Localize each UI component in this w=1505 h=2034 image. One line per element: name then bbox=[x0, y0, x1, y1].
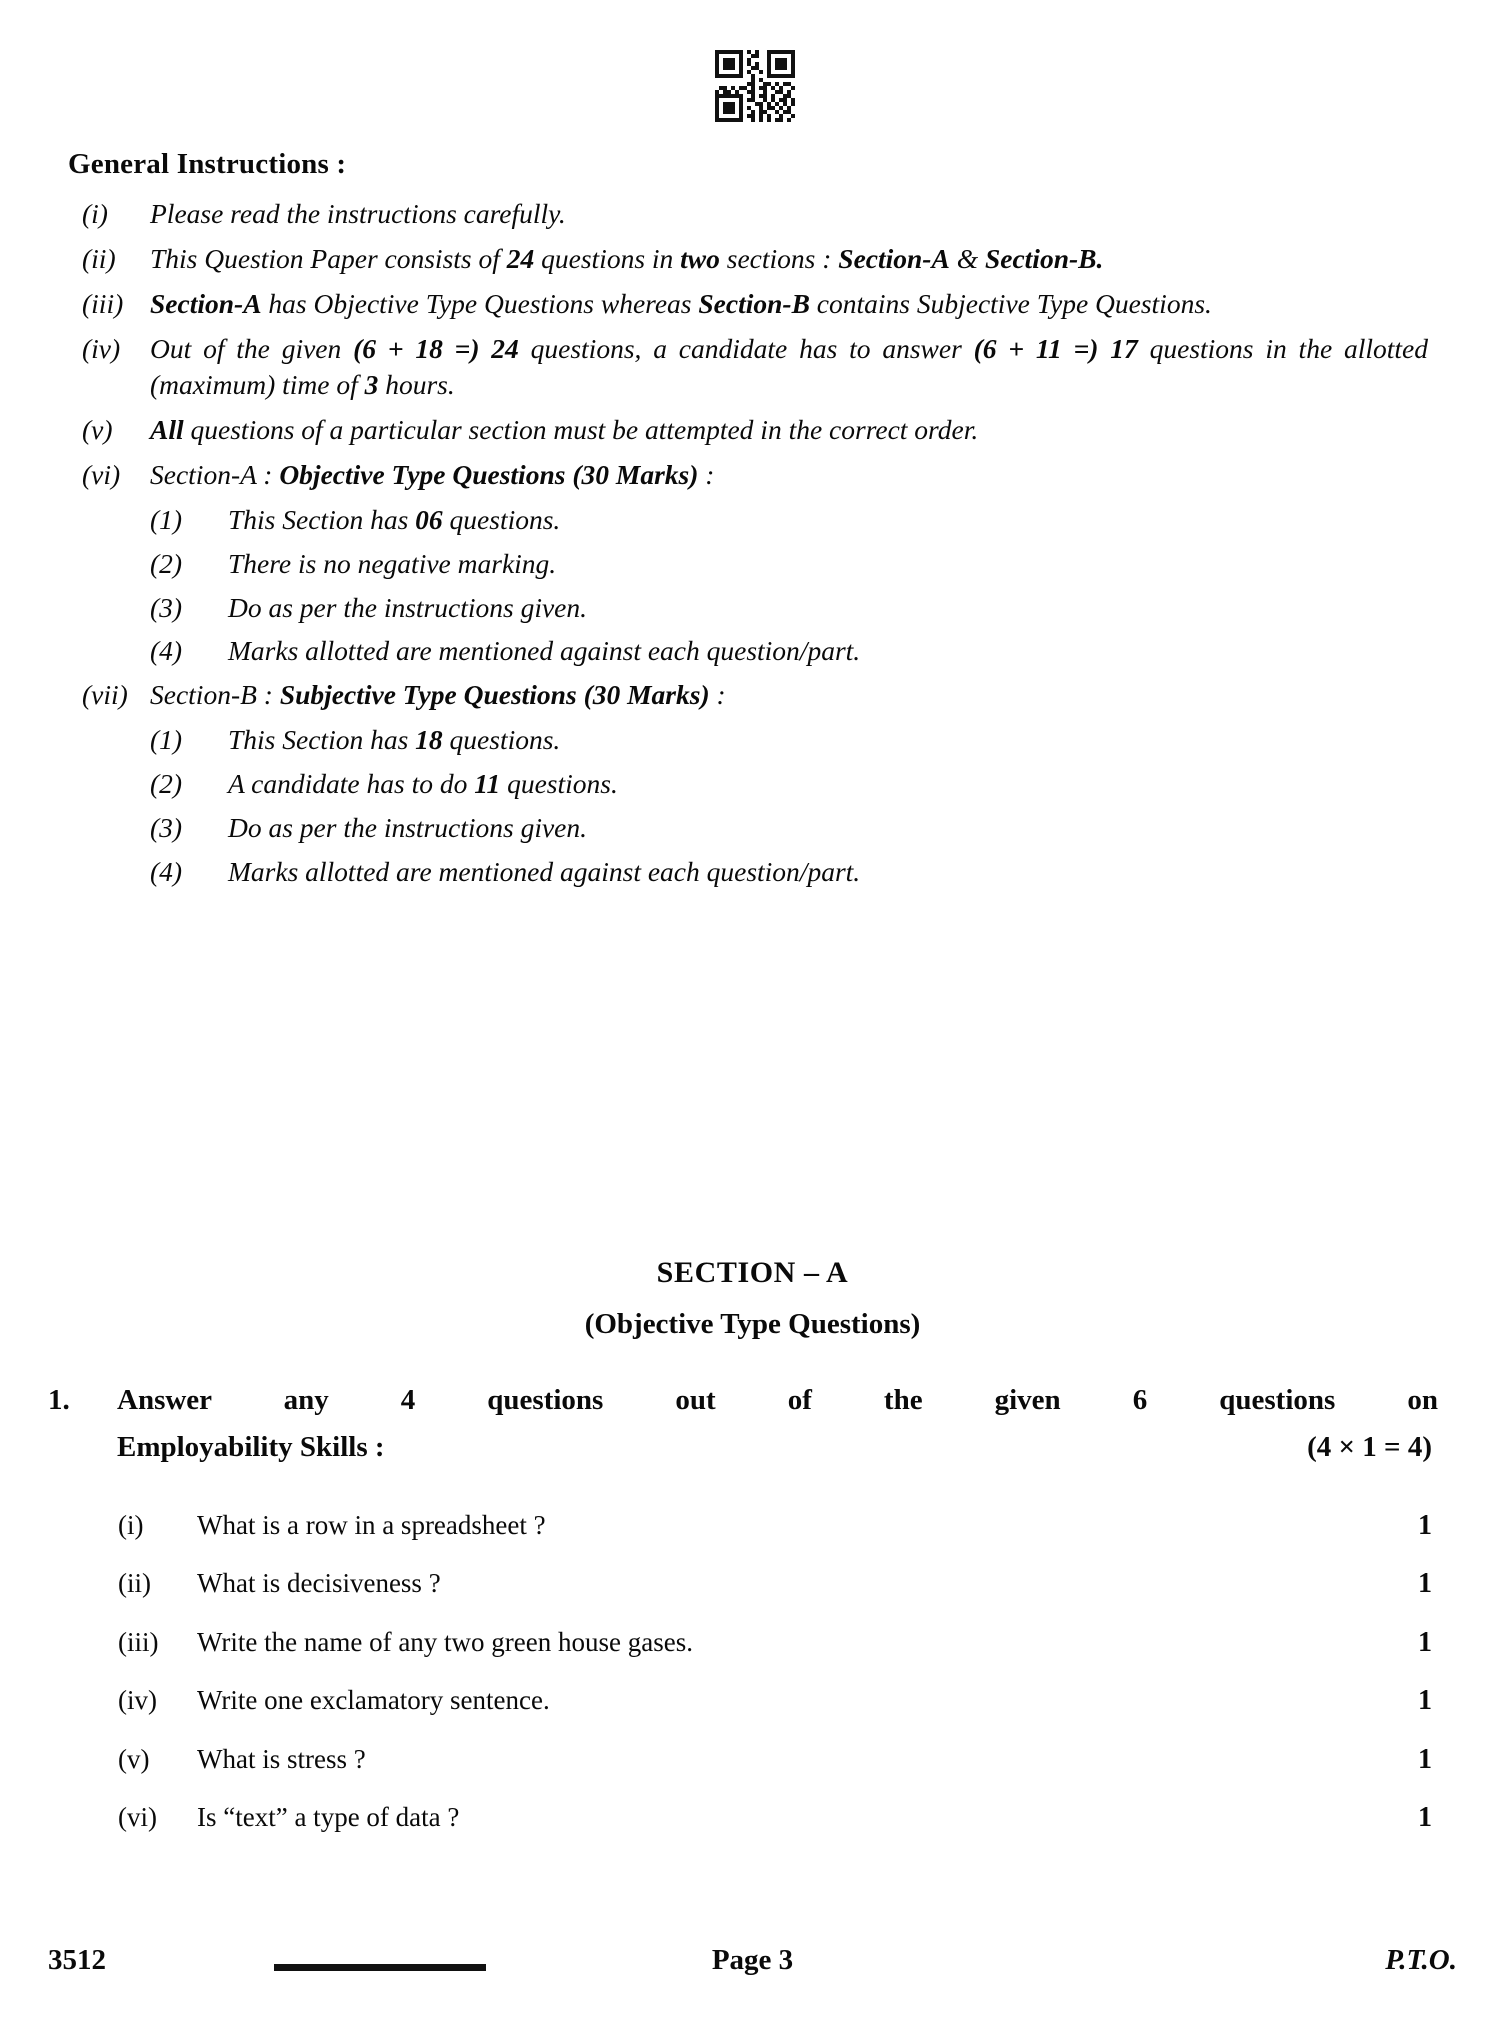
question-subitem-marker: (iii) bbox=[118, 1626, 159, 1657]
question-subitem-mark: 1 bbox=[1418, 1685, 1432, 1717]
qr-code-icon bbox=[711, 46, 799, 126]
instruction-subitem-marker: (2) bbox=[150, 767, 183, 799]
instruction-item bbox=[68, 412, 1428, 449]
instruction-subitem-marker: (3) bbox=[150, 591, 183, 623]
question-subitem bbox=[118, 1508, 1436, 1544]
section-a-heading: SECTION – A bbox=[656, 1256, 849, 1289]
instruction-item bbox=[68, 286, 1428, 323]
question-1-subitems bbox=[118, 1508, 1436, 1858]
instruction-subitem-marker: (3) bbox=[150, 811, 183, 843]
question-subitem bbox=[118, 1742, 1436, 1778]
question-subitem-text: Is “text” a type of data ? bbox=[197, 1801, 460, 1832]
instruction-subitem-text: This Section has 06 questions. bbox=[228, 503, 561, 535]
instruction-subitem bbox=[68, 590, 1428, 627]
instruction-text: Section-B : Subjective Type Questions (30 Marks) : bbox=[150, 679, 726, 711]
instruction-subitem bbox=[68, 854, 1428, 891]
question-1-number: 1. bbox=[48, 1384, 70, 1416]
instruction-subitem-text: Marks allotted are mentioned against each question/part. bbox=[228, 635, 861, 667]
instruction-marker: (v) bbox=[82, 414, 113, 446]
instruction-marker: (iv) bbox=[82, 332, 121, 364]
question-1-line-1: Answer any 4 questions out of the given 6 questions on bbox=[117, 1384, 1438, 1416]
instruction-subitem-marker: (4) bbox=[150, 635, 183, 667]
question-1 bbox=[48, 1380, 1438, 1468]
question-subitem bbox=[118, 1800, 1436, 1836]
instruction-subitem bbox=[68, 546, 1428, 583]
instruction-subitem bbox=[68, 502, 1428, 539]
instruction-marker: (i) bbox=[82, 198, 108, 229]
instruction-marker: (ii) bbox=[82, 242, 116, 274]
instruction-marker: (vi) bbox=[82, 459, 121, 491]
question-1-marks: (4 × 1 = 4) bbox=[1307, 1431, 1432, 1464]
instruction-subitem-marker: (1) bbox=[150, 724, 183, 756]
question-subitem-text: What is a row in a spreadsheet ? bbox=[197, 1510, 546, 1540]
instruction-subitem-text: This Section has 18 questions. bbox=[228, 724, 561, 756]
instruction-text: Section-A has Objective Type Questions whereas Section-B contains Subjective Type Questions. bbox=[150, 287, 1212, 319]
question-1-line-2: Employability Skills : bbox=[117, 1431, 385, 1464]
instruction-subitem-marker: (2) bbox=[150, 547, 183, 579]
instruction-subitem bbox=[68, 766, 1428, 803]
question-subitem-mark: 1 bbox=[1418, 1568, 1432, 1600]
instruction-subitem-marker: (4) bbox=[150, 855, 183, 887]
question-subitem-text: Write the name of any two green house gases. bbox=[197, 1626, 693, 1657]
general-instructions-list bbox=[68, 196, 1428, 898]
section-a-subheading: (Objective Type Questions) bbox=[584, 1308, 921, 1340]
question-subitem-marker: (vi) bbox=[118, 1801, 157, 1832]
question-subitem-marker: (iv) bbox=[118, 1685, 157, 1716]
instruction-text: This Question Paper consists of 24 questions in two sections : Section-A & Section-B. bbox=[150, 242, 1104, 274]
instruction-subitem bbox=[68, 722, 1428, 759]
question-subitem-text: What is stress ? bbox=[197, 1743, 366, 1774]
page-number: Page 3 bbox=[711, 1944, 794, 1976]
general-instructions-heading: General Instructions : bbox=[68, 148, 347, 180]
question-subitem-text: What is decisiveness ? bbox=[197, 1568, 441, 1599]
instruction-text: Section-A : Objective Type Questions (30 Marks) : bbox=[150, 459, 715, 491]
instruction-subitem bbox=[68, 633, 1428, 670]
instruction-subitem-text: Do as per the instructions given. bbox=[228, 591, 587, 623]
question-subitem bbox=[118, 1683, 1436, 1719]
instruction-text: Out of the given (6 + 18 =) 24 questions, a candidate has to answer (6 + 11 =) 17 questions in the allotted (maximum) time of 3 hours. bbox=[150, 332, 1428, 401]
instruction-subitem bbox=[68, 810, 1428, 847]
instruction-subitem-text: A candidate has to do 11 questions. bbox=[228, 767, 618, 799]
question-subitem-mark: 1 bbox=[1418, 1743, 1432, 1775]
instruction-item bbox=[68, 331, 1428, 405]
question-1-line-2-row bbox=[117, 1427, 1438, 1468]
question-subitem-mark: 1 bbox=[1418, 1626, 1432, 1658]
question-1-header bbox=[48, 1380, 1438, 1468]
instruction-item bbox=[68, 677, 1428, 714]
instruction-item bbox=[68, 196, 1428, 233]
page-footer bbox=[48, 1944, 1457, 1994]
question-subitem-mark: 1 bbox=[1418, 1510, 1432, 1541]
instruction-subitem-text: Do as per the instructions given. bbox=[228, 811, 587, 843]
instruction-item bbox=[68, 457, 1428, 494]
instruction-subitem-text: Marks allotted are mentioned against each question/part. bbox=[228, 855, 861, 887]
question-subitem-marker: (i) bbox=[118, 1510, 144, 1540]
question-subitem-text: Write one exclamatory sentence. bbox=[197, 1685, 550, 1716]
instruction-marker: (vii) bbox=[82, 679, 128, 711]
instruction-marker: (iii) bbox=[82, 287, 124, 319]
instruction-text: Please read the instructions carefully. bbox=[150, 198, 566, 229]
pto-label: P.T.O. bbox=[1385, 1944, 1457, 1976]
instruction-subitem-text: There is no negative marking. bbox=[228, 547, 557, 579]
question-subitem-mark: 1 bbox=[1418, 1801, 1432, 1833]
question-subitem-marker: (v) bbox=[118, 1743, 150, 1774]
question-subitem-marker: (ii) bbox=[118, 1568, 151, 1599]
instruction-text: All questions of a particular section must be attempted in the correct order. bbox=[150, 414, 979, 446]
instruction-item bbox=[68, 241, 1428, 278]
question-subitem bbox=[118, 1625, 1436, 1661]
paper-code: 3512 bbox=[48, 1944, 106, 1976]
section-heading-block bbox=[0, 1256, 1505, 1341]
instruction-subitem-marker: (1) bbox=[150, 503, 183, 535]
question-subitem bbox=[118, 1566, 1436, 1602]
question-1-text bbox=[117, 1380, 1438, 1468]
